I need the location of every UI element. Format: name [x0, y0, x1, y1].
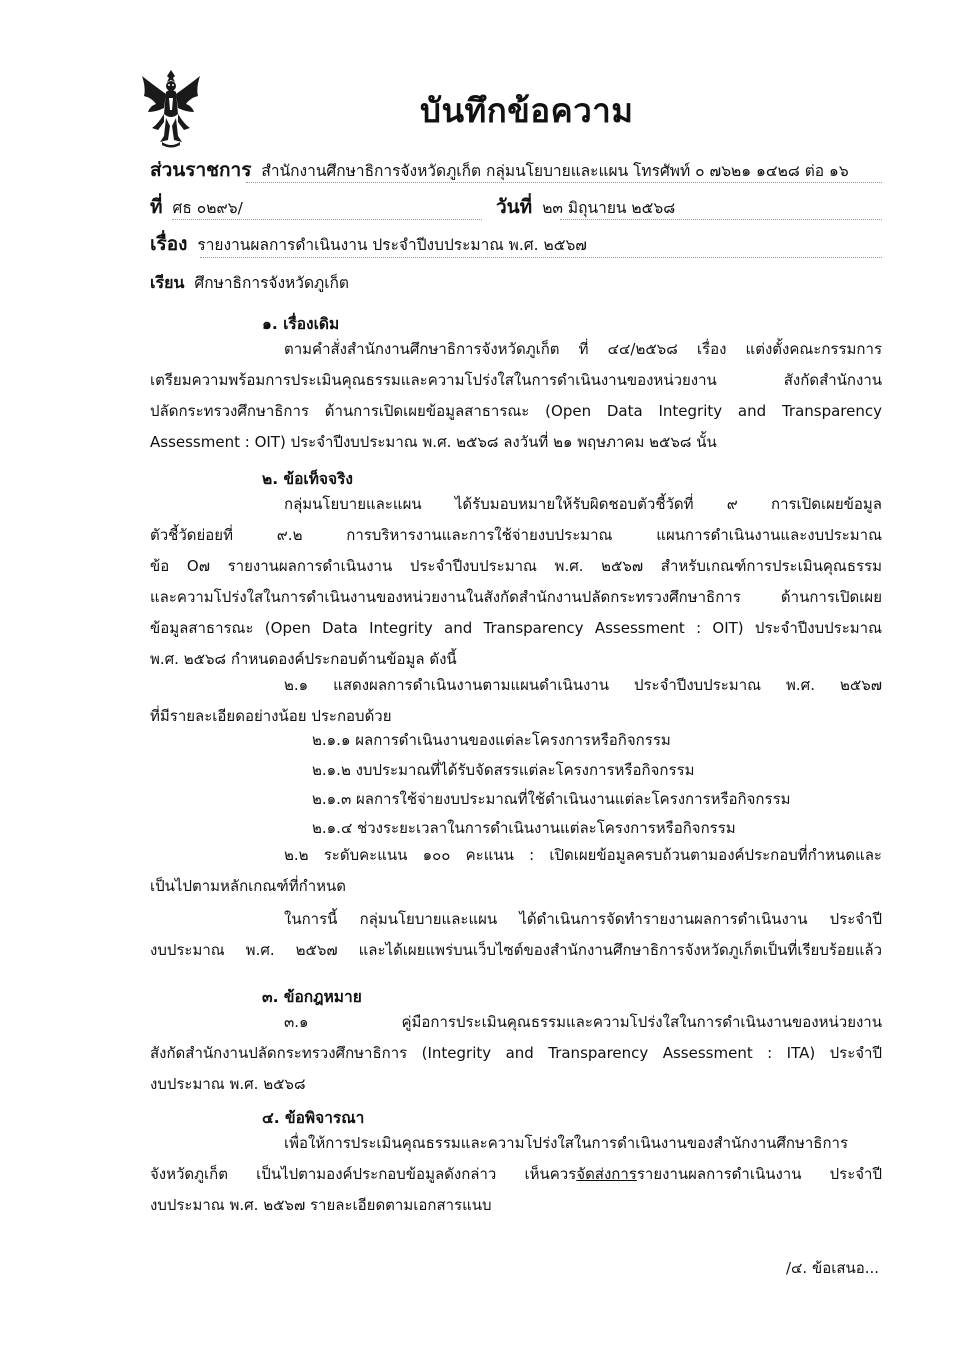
date-line	[496, 192, 675, 222]
section2-line: ตัวชี้วัดย่อยที่ ๙.๒ การบริหารงานและการใช้จ่ายงบประมาณ แผนการดำเนินงานและงบประมาณ	[150, 526, 882, 544]
reference-value: ศธ ๐๒๙๖/	[172, 199, 243, 217]
item-2-2-line: เป็นไปตามหลักเกณฑ์ที่กำหนด	[150, 877, 347, 895]
section1-line: ตามคำสั่งสำนักงานศึกษาธิการจังหวัดภูเก็ต ที่ ๔๔/๒๕๖๘ เรื่อง แต่งตั้งคณะกรรมการ	[284, 340, 882, 358]
subject-value: รายงานผลการดำเนินงาน ประจำปีงบประมาณ พ.ศ. ๒๕๖๗	[197, 236, 587, 254]
date-dotted-line	[560, 219, 882, 220]
subitem-2-1-4: ๒.๑.๔ ช่วงระยะเวลาในการดำเนินงานแต่ละโครงการหรือกิจกรรม	[312, 819, 736, 837]
addressee-value: ศึกษาธิการจังหวัดภูเก็ต	[194, 274, 349, 292]
section4-underlined-phrase: จัดส่งการ	[576, 1165, 637, 1183]
reference-dotted-line	[172, 219, 482, 220]
section3-line: งบประมาณ พ.ศ. ๒๕๖๘	[150, 1075, 306, 1093]
agency-value: สำนักงานศึกษาธิการจังหวัดภูเก็ต กลุ่มนโยบายและแผน โทรศัพท์ ๐ ๗๖๒๑ ๑๔๒๘ ต่อ ๑๖	[261, 162, 849, 180]
section1-line: เตรียมความพร้อมการประเมินคุณธรรมและความโปร่งใสในการดำเนินงานของหน่วยงาน สังกัดสำนักงาน	[150, 371, 882, 389]
agency-label: ส่วนราชการ	[150, 159, 252, 181]
document-title: บันทึกข้อความ	[420, 91, 634, 130]
addressee-line	[150, 270, 349, 296]
reference-label: ที่	[150, 196, 163, 218]
item-2-2-line: ๒.๒ ระดับคะแนน ๑๐๐ คะแนน : เปิดเผยข้อมูลครบถ้วนตามองค์ประกอบที่กำหนดและ	[284, 846, 882, 864]
subject-dotted-line	[200, 257, 882, 258]
item-2-1-line: ๒.๑ แสดงผลการดำเนินงานตามแผนดำเนินงาน ประจำปีงบประมาณ พ.ศ. ๒๕๖๗	[284, 676, 882, 694]
section2-heading: ๒. ข้อเท็จจริง	[262, 470, 353, 488]
section4-line: เพื่อให้การประเมินคุณธรรมและความโปร่งใสในการดำเนินงานของสำนักงานศึกษาธิการ	[284, 1134, 849, 1152]
subitem-2-1-1: ๒.๑.๑ ผลการดำเนินงานของแต่ละโครงการหรือกิจกรรม	[312, 731, 671, 749]
section2-closing-line: งบประมาณ พ.ศ. ๒๕๖๗ และได้เผยแพร่บนเว็บไซต์ของสำนักงานศึกษาธิการจังหวัดภูเก็ตเป็นที่เรียบร้อยแล้ว	[150, 941, 882, 959]
reference-line	[150, 192, 243, 222]
section2-body	[150, 489, 882, 675]
agency-line	[150, 155, 849, 185]
section1-line: ปลัดกระทรวงศึกษาธิการ ด้านการเปิดเผยข้อมูลสาธารณะ (Open Data Integrity and Transparency	[150, 402, 882, 420]
section2-line: ข้อ O๗ รายงานผลการดำเนินงาน ประจำปีงบประมาณ พ.ศ. ๒๕๖๗ สำหรับเกณฑ์การประเมินคุณธรรม	[150, 557, 882, 575]
section4-line	[150, 1159, 882, 1190]
section2-closing-line: ในการนี้ กลุ่มนโยบายและแผน ได้ดำเนินการจัดทำรายงานผลการดำเนินงาน ประจำปี	[284, 910, 882, 928]
section2-line: พ.ศ. ๒๕๖๘ กำหนดองค์ประกอบด้านข้อมูล ดังนี้	[150, 650, 457, 668]
section3-body	[150, 1007, 882, 1100]
item-2-1	[150, 670, 882, 732]
agency-dotted-line	[246, 182, 882, 183]
section4-body	[150, 1128, 882, 1221]
garuda-emblem-icon	[138, 66, 204, 148]
section3-line: ๓.๑ คู่มือการประเมินคุณธรรมและความโปร่งใสในการดำเนินงานของหน่วยงาน	[284, 1013, 882, 1031]
addressee-label: เรียน	[150, 273, 185, 292]
section1-line: Assessment : OIT) ประจำปีงบประมาณ พ.ศ. ๒๕๖๘ ลงวันที่ ๒๑ พฤษภาคม ๒๕๖๘ นั้น	[150, 433, 717, 451]
section4-line2-after: รายงานผลการดำเนินงาน ประจำปี	[636, 1165, 883, 1183]
section3-heading: ๓. ข้อกฎหมาย	[262, 988, 362, 1006]
item-2-2	[150, 840, 882, 902]
section2-line: ข้อมูลสาธารณะ (Open Data Integrity and Transparency Assessment : OIT) ประจำปีงบประมาณ	[150, 619, 882, 637]
item-2-1-line: ที่มีรายละเอียดอย่างน้อย ประกอบด้วย	[150, 707, 392, 725]
section4-line: งบประมาณ พ.ศ. ๒๕๖๗ รายละเอียดตามเอกสารแนบ	[150, 1196, 492, 1214]
subject-line	[150, 229, 587, 259]
subitem-2-1-2: ๒.๑.๒ งบประมาณที่ได้รับจัดสรรแต่ละโครงการหรือกิจกรรม	[312, 761, 695, 779]
section3-line: สังกัดสำนักงานปลัดกระทรวงศึกษาธิการ (Integrity and Transparency Assessment : ITA) ประจำปี	[150, 1044, 882, 1062]
section4-line2-before: จังหวัดภูเก็ต เป็นไปตามองค์ประกอบข้อมูลดังกล่าว เห็นควร	[150, 1165, 577, 1183]
date-value: ๒๓ มิถุนายน ๒๕๖๘	[542, 199, 676, 217]
section2-line: และความโปร่งใสในการดำเนินงานของหน่วยงานในสังกัดสำนักงานปลัดกระทรวงศึกษาธิการ ด้านการเปิดเผย	[150, 588, 882, 606]
continuation-note: /๔. ข้อเสนอ...	[786, 1259, 880, 1277]
section1-body	[150, 334, 882, 458]
section2-closing	[150, 904, 882, 966]
section4-heading: ๔. ข้อพิจารณา	[262, 1109, 365, 1127]
section1-heading: ๑. เรื่องเดิม	[262, 315, 340, 333]
subject-label: เรื่อง	[150, 233, 188, 255]
subitem-2-1-3: ๒.๑.๓ ผลการใช้จ่ายงบประมาณที่ใช้ดำเนินงานแต่ละโครงการหรือกิจกรรม	[312, 790, 791, 808]
section2-line: กลุ่มนโยบายและแผน ได้รับมอบหมายให้รับผิดชอบตัวชี้วัดที่ ๙ การเปิดเผยข้อมูล	[284, 495, 882, 513]
date-label: วันที่	[496, 196, 533, 218]
